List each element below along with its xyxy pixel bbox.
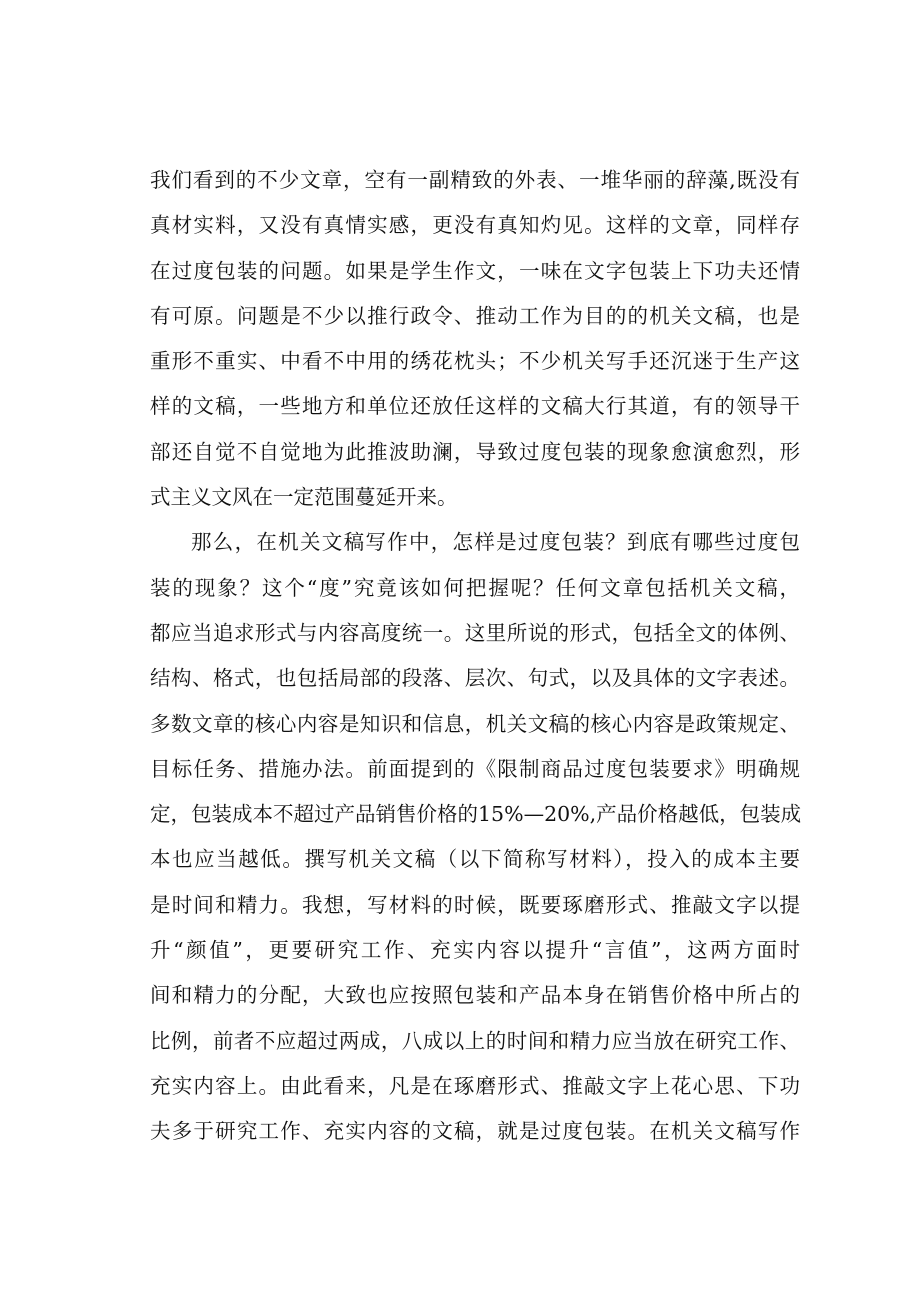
text-line: 本也应当越低。撰写机关文稿（以下简称写材料），投入的成本主要 [150,847,800,872]
text-line: 在过度包装的问题。如果是学生作文，一味在文字包装上下功夫还情 [150,258,800,283]
text-line: 真材实料，又没有真情实感，更没有真知灼见。这样的文章，同样存 [150,213,800,238]
text-line: 间和精力的分配，大致也应按照包装和产品本身在销售价格中所占的 [150,983,800,1008]
text-line: 目标任务、措施办法。前面提到的《限制商品过度包装要求》明确规 [150,756,800,781]
paragraph-1 [150,158,800,520]
text-line: 都应当追求形式与内容高度统一。这里所说的形式，包括全文的体例、 [150,620,800,645]
text-line: 是时间和精力。我想，写材料的时候，既要琢磨形式、推敲文字以提 [150,892,800,917]
text-line: 比例，前者不应超过两成，八成以上的时间和精力应当放在研究工作、 [150,1028,800,1053]
text-line: 充实内容上。由此看来，凡是在琢磨形式、推敲文字上花心思、下功 [150,1073,800,1098]
text-line: 升“颜值”，更要研究工作、充实内容以提升“言值”，这两方面时 [150,938,800,963]
text-line: 那么，在机关文稿写作中，怎样是过度包装？到底有哪些过度包 [191,530,800,555]
text-line: 装的现象？这个“度”究竟该如何把握呢？任何文章包括机关文稿， [150,575,800,600]
text-line: 结构、格式，也包括局部的段落、层次、句式，以及具体的文字表述。 [150,666,800,691]
text-line: 部还自觉不自觉地为此推波助澜，导致过度包装的现象愈演愈烈，形 [150,439,800,464]
text-line: 夫多于研究工作、充实内容的文稿，就是过度包装。在机关文稿写作 [150,1119,800,1144]
text-line: 多数文章的核心内容是知识和信息，机关文稿的核心内容是政策规定、 [150,711,800,736]
document-body [150,158,800,1155]
text-line: 我们看到的不少文章，空有一副精致的外表、一堆华丽的辞藻,既没有 [150,168,800,192]
text-line: 有可原。问题是不少以推行政令、推动工作为目的的机关文稿，也是 [150,303,800,328]
text-line: 样的文稿，一些地方和单位还放任这样的文稿大行其道，有的领导干 [150,394,800,419]
paragraph-2 [150,520,800,1154]
text-line: 定，包装成本不超过产品销售价格的15%—20%,产品价格越低，包装成 [150,802,802,827]
text-line: 式主义文风在一定范围蔓延开来。 [150,485,458,510]
text-line: 重形不重实、中看不中用的绣花枕头；不少机关写手还沉迷于生产这 [150,349,800,374]
